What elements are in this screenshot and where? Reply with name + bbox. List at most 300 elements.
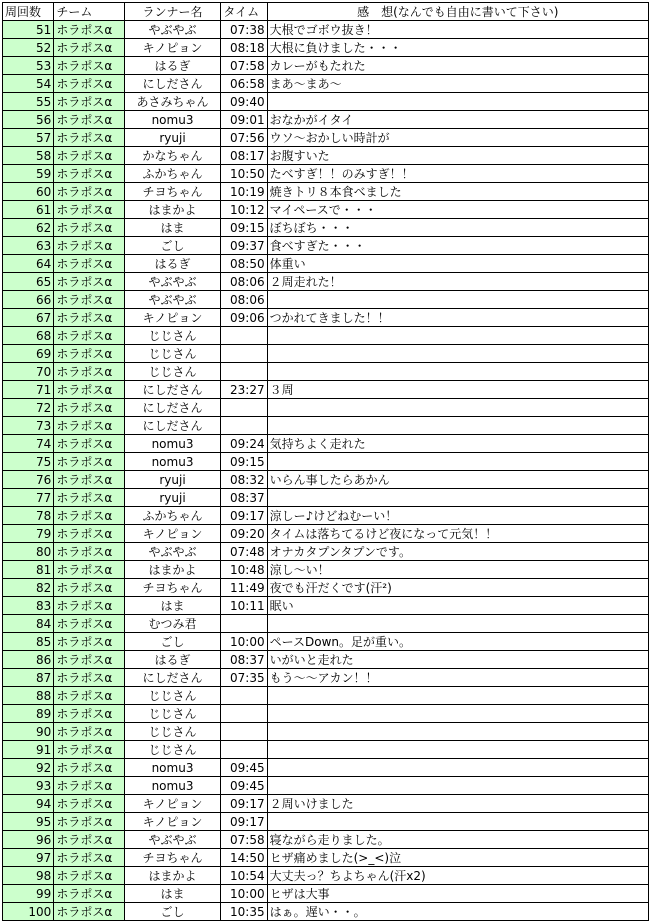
comment-cell[interactable]: いがいと走れた (267, 651, 648, 669)
time-cell[interactable]: 10:12 (221, 201, 267, 219)
lap-number-cell[interactable]: 77 (3, 489, 54, 507)
time-cell[interactable]: 10:19 (221, 183, 267, 201)
comment-cell[interactable]: ぼちぼち・・・ (267, 219, 648, 237)
time-cell[interactable]: 10:48 (221, 561, 267, 579)
table-row (3, 507, 649, 525)
team-cell[interactable]: ホラポスα (54, 381, 124, 399)
comment-cell[interactable] (267, 363, 648, 381)
comment-cell[interactable]: マイペースで・・・ (267, 201, 648, 219)
comment-cell[interactable]: ３周 (267, 381, 648, 399)
team-cell[interactable]: ホラポスα (54, 867, 124, 885)
lap-number-cell[interactable]: 55 (3, 93, 54, 111)
time-cell[interactable]: 10:11 (221, 597, 267, 615)
runner-name-cell[interactable]: やぶやぶ (124, 291, 221, 309)
runner-name-cell[interactable]: じじさん (124, 687, 221, 705)
time-cell[interactable] (221, 687, 267, 705)
comment-cell[interactable]: もう～～アカン！！ (267, 669, 648, 687)
table-row (3, 903, 649, 921)
table-row (3, 453, 649, 471)
time-cell[interactable] (221, 615, 267, 633)
time-cell[interactable]: 23:27 (221, 381, 267, 399)
lap-number-cell[interactable]: 82 (3, 579, 54, 597)
team-cell[interactable]: ホラポスα (54, 417, 124, 435)
lap-number-cell[interactable]: 85 (3, 633, 54, 651)
header-comment: 感 想(なんでも自由に書いて下さい) (267, 3, 648, 21)
team-cell[interactable]: ホラポスα (54, 507, 124, 525)
team-cell[interactable]: ホラポスα (54, 327, 124, 345)
comment-cell[interactable]: 大根に負けました・・・ (267, 39, 648, 57)
runner-name-cell[interactable]: はるぎ (124, 651, 221, 669)
time-cell[interactable] (221, 741, 267, 759)
runner-name-cell[interactable]: キノピョン (124, 309, 221, 327)
runner-name-cell[interactable]: じじさん (124, 327, 221, 345)
lap-number-cell[interactable]: 99 (3, 885, 54, 903)
table-row (3, 561, 649, 579)
team-cell[interactable]: ホラポスα (54, 255, 124, 273)
runner-name-cell[interactable]: チヨちゃん (124, 183, 221, 201)
team-cell[interactable]: ホラポスα (54, 795, 124, 813)
lap-number-cell[interactable]: 64 (3, 255, 54, 273)
lap-number-cell[interactable]: 65 (3, 273, 54, 291)
time-cell[interactable]: 08:06 (221, 291, 267, 309)
lap-number-cell[interactable]: 57 (3, 129, 54, 147)
lap-number-cell[interactable]: 93 (3, 777, 54, 795)
runner-name-cell[interactable]: にしださん (124, 75, 221, 93)
lap-number-cell[interactable]: 80 (3, 543, 54, 561)
table-row (3, 435, 649, 453)
table-row (3, 669, 649, 687)
comment-cell[interactable]: たべすぎ！！のみすぎ！！ (267, 165, 648, 183)
comment-cell[interactable]: 寝ながら走りました。 (267, 831, 648, 849)
runner-name-cell[interactable]: ふかちゃん (124, 507, 221, 525)
team-cell[interactable]: ホラポスα (54, 579, 124, 597)
lap-number-cell[interactable]: 63 (3, 237, 54, 255)
runner-name-cell[interactable]: nomu3 (124, 111, 221, 129)
comment-cell[interactable]: まあ～まあ～ (267, 75, 648, 93)
runner-name-cell[interactable]: やぶやぶ (124, 831, 221, 849)
runner-name-cell[interactable]: ごし (124, 903, 221, 921)
header-row (3, 3, 649, 21)
comment-cell[interactable]: 涼しー♪けどねむーい！ (267, 507, 648, 525)
runner-name-cell[interactable]: やぶやぶ (124, 543, 221, 561)
table-row (3, 615, 649, 633)
team-cell[interactable]: ホラポスα (54, 219, 124, 237)
runner-name-cell[interactable]: じじさん (124, 741, 221, 759)
runner-name-cell[interactable]: ryuji (124, 489, 221, 507)
team-cell[interactable]: ホラポスα (54, 849, 124, 867)
lap-number-cell[interactable]: 69 (3, 345, 54, 363)
runner-name-cell[interactable]: はるぎ (124, 57, 221, 75)
runner-name-cell[interactable]: はま (124, 597, 221, 615)
time-cell[interactable]: 09:45 (221, 759, 267, 777)
runner-name-cell[interactable]: はまかよ (124, 561, 221, 579)
team-cell[interactable]: ホラポスα (54, 777, 124, 795)
comment-cell[interactable]: カレーがもたれた (267, 57, 648, 75)
lap-number-cell[interactable]: 61 (3, 201, 54, 219)
lap-number-cell[interactable]: 53 (3, 57, 54, 75)
runner-name-cell[interactable]: キノピョン (124, 39, 221, 57)
team-cell[interactable]: ホラポスα (54, 363, 124, 381)
comment-cell[interactable] (267, 489, 648, 507)
team-cell[interactable]: ホラポスα (54, 597, 124, 615)
team-cell[interactable]: ホラポスα (54, 561, 124, 579)
comment-cell[interactable]: 気持ちよく走れた (267, 435, 648, 453)
table-row (3, 75, 649, 93)
table-row (3, 597, 649, 615)
lap-number-cell[interactable]: 59 (3, 165, 54, 183)
lap-number-cell[interactable]: 83 (3, 597, 54, 615)
time-cell[interactable]: 08:32 (221, 471, 267, 489)
team-cell[interactable]: ホラポスα (54, 57, 124, 75)
comment-cell[interactable] (267, 327, 648, 345)
time-cell[interactable] (221, 363, 267, 381)
runner-name-cell[interactable]: じじさん (124, 345, 221, 363)
time-cell[interactable] (221, 345, 267, 363)
runner-name-cell[interactable]: じじさん (124, 723, 221, 741)
comment-cell[interactable] (267, 417, 648, 435)
team-cell[interactable]: ホラポスα (54, 741, 124, 759)
comment-cell[interactable]: 食べすぎた・・・ (267, 237, 648, 255)
runner-name-cell[interactable]: にしださん (124, 399, 221, 417)
runner-name-cell[interactable]: はまかよ (124, 201, 221, 219)
time-cell[interactable]: 07:38 (221, 21, 267, 39)
header-lap-number: 周回数 (3, 3, 54, 21)
lap-number-cell[interactable]: 67 (3, 309, 54, 327)
lap-number-cell[interactable]: 51 (3, 21, 54, 39)
comment-cell[interactable]: ペースDown。足が重い。 (267, 633, 648, 651)
runner-name-cell[interactable]: キノピョン (124, 525, 221, 543)
time-cell[interactable]: 07:58 (221, 57, 267, 75)
runner-name-cell[interactable]: にしださん (124, 381, 221, 399)
comment-cell[interactable] (267, 93, 648, 111)
lap-number-cell[interactable]: 73 (3, 417, 54, 435)
team-cell[interactable]: ホラポスα (54, 633, 124, 651)
team-cell[interactable]: ホラポスα (54, 273, 124, 291)
table-row (3, 633, 649, 651)
runner-name-cell[interactable]: ごし (124, 237, 221, 255)
team-cell[interactable]: ホラポスα (54, 831, 124, 849)
lap-number-cell[interactable]: 60 (3, 183, 54, 201)
header-team: チーム (54, 3, 124, 21)
lap-number-cell[interactable]: 84 (3, 615, 54, 633)
team-cell[interactable]: ホラポスα (54, 471, 124, 489)
lap-number-cell[interactable]: 81 (3, 561, 54, 579)
lap-number-cell[interactable]: 56 (3, 111, 54, 129)
lap-number-cell[interactable]: 87 (3, 669, 54, 687)
comment-cell[interactable]: おなかがイタイ (267, 111, 648, 129)
table-row (3, 489, 649, 507)
comment-cell[interactable] (267, 759, 648, 777)
time-cell[interactable]: 09:20 (221, 525, 267, 543)
time-cell[interactable]: 07:48 (221, 543, 267, 561)
runner-name-cell[interactable]: はまかよ (124, 867, 221, 885)
comment-cell[interactable]: 大根でゴボウ抜き！ (267, 21, 648, 39)
table-row (3, 165, 649, 183)
lap-number-cell[interactable]: 96 (3, 831, 54, 849)
lap-number-cell[interactable]: 78 (3, 507, 54, 525)
lap-number-cell[interactable]: 91 (3, 741, 54, 759)
team-cell[interactable]: ホラポスα (54, 903, 124, 921)
comment-cell[interactable]: オナカタプンタプンです。 (267, 543, 648, 561)
team-cell[interactable]: ホラポスα (54, 129, 124, 147)
time-cell[interactable] (221, 327, 267, 345)
comment-cell[interactable]: 夜でも汗だくです(汗²) (267, 579, 648, 597)
time-cell[interactable]: 11:49 (221, 579, 267, 597)
team-cell[interactable]: ホラポスα (54, 93, 124, 111)
team-cell[interactable]: ホラポスα (54, 759, 124, 777)
runner-name-cell[interactable]: チヨちゃん (124, 849, 221, 867)
table-row (3, 237, 649, 255)
team-cell[interactable]: ホラポスα (54, 705, 124, 723)
runner-name-cell[interactable]: ふかちゃん (124, 165, 221, 183)
table-row (3, 399, 649, 417)
table-row (3, 471, 649, 489)
runner-name-cell[interactable]: nomu3 (124, 453, 221, 471)
runner-name-cell[interactable]: はるぎ (124, 255, 221, 273)
comment-cell[interactable]: ２周走れた！ (267, 273, 648, 291)
runner-name-cell[interactable]: nomu3 (124, 759, 221, 777)
team-cell[interactable]: ホラポスα (54, 309, 124, 327)
comment-cell[interactable] (267, 813, 648, 831)
time-cell[interactable]: 09:45 (221, 777, 267, 795)
time-cell[interactable]: 08:37 (221, 489, 267, 507)
table-row (3, 291, 649, 309)
time-cell[interactable] (221, 417, 267, 435)
comment-cell[interactable] (267, 345, 648, 363)
runner-name-cell[interactable]: むつみ君 (124, 615, 221, 633)
table-row (3, 327, 649, 345)
comment-cell[interactable] (267, 723, 648, 741)
team-cell[interactable]: ホラポスα (54, 39, 124, 57)
runner-name-cell[interactable]: ryuji (124, 471, 221, 489)
comment-cell[interactable] (267, 777, 648, 795)
lap-number-cell[interactable]: 52 (3, 39, 54, 57)
time-cell[interactable] (221, 723, 267, 741)
lap-number-cell[interactable]: 54 (3, 75, 54, 93)
table-row (3, 93, 649, 111)
comment-cell[interactable] (267, 453, 648, 471)
table-row (3, 219, 649, 237)
runner-name-cell[interactable]: あさみちゃん (124, 93, 221, 111)
time-cell[interactable]: 06:58 (221, 75, 267, 93)
runner-name-cell[interactable]: はま (124, 219, 221, 237)
time-cell[interactable]: 09:06 (221, 309, 267, 327)
comment-cell[interactable]: ヒザは大事 (267, 885, 648, 903)
time-cell[interactable]: 09:01 (221, 111, 267, 129)
runner-name-cell[interactable]: キノピョン (124, 795, 221, 813)
table-row (3, 705, 649, 723)
table-row (3, 363, 649, 381)
team-cell[interactable]: ホラポスα (54, 453, 124, 471)
lap-number-cell[interactable]: 86 (3, 651, 54, 669)
comment-cell[interactable]: 眠い (267, 597, 648, 615)
table-row (3, 525, 649, 543)
table-row (3, 795, 649, 813)
lap-number-cell[interactable]: 72 (3, 399, 54, 417)
runner-name-cell[interactable]: はま (124, 885, 221, 903)
time-cell[interactable]: 08:06 (221, 273, 267, 291)
table-row (3, 723, 649, 741)
team-cell[interactable]: ホラポスα (54, 885, 124, 903)
time-cell[interactable]: 08:17 (221, 147, 267, 165)
runner-name-cell[interactable]: かなちゃん (124, 147, 221, 165)
comment-cell[interactable]: はぁ。遅い・・。 (267, 903, 648, 921)
team-cell[interactable]: ホラポスα (54, 75, 124, 93)
runner-name-cell[interactable]: ごし (124, 633, 221, 651)
table-row (3, 273, 649, 291)
time-cell[interactable]: 09:24 (221, 435, 267, 453)
comment-cell[interactable] (267, 399, 648, 417)
table-row (3, 345, 649, 363)
runner-name-cell[interactable]: チヨちゃん (124, 579, 221, 597)
table-row (3, 201, 649, 219)
time-cell[interactable]: 14:50 (221, 849, 267, 867)
lap-number-cell[interactable]: 98 (3, 867, 54, 885)
table-row (3, 849, 649, 867)
time-cell[interactable]: 08:37 (221, 651, 267, 669)
time-cell[interactable]: 07:35 (221, 669, 267, 687)
table-row (3, 741, 649, 759)
runner-name-cell[interactable]: じじさん (124, 363, 221, 381)
team-cell[interactable]: ホラポスα (54, 237, 124, 255)
comment-cell[interactable]: いらん事したらあかん (267, 471, 648, 489)
team-cell[interactable]: ホラポスα (54, 651, 124, 669)
table-row (3, 183, 649, 201)
table-row (3, 777, 649, 795)
comment-cell[interactable]: ウソ～おかしい時計が (267, 129, 648, 147)
time-cell[interactable] (221, 705, 267, 723)
comment-cell[interactable]: 涼し～い！ (267, 561, 648, 579)
table-row (3, 417, 649, 435)
runner-name-cell[interactable]: じじさん (124, 705, 221, 723)
time-cell[interactable]: 09:15 (221, 453, 267, 471)
time-cell[interactable]: 07:58 (221, 831, 267, 849)
time-cell[interactable]: 10:50 (221, 165, 267, 183)
table-row (3, 21, 649, 39)
team-cell[interactable]: ホラポスα (54, 111, 124, 129)
comment-cell[interactable]: ２周いけました (267, 795, 648, 813)
comment-cell[interactable]: お腹すいた (267, 147, 648, 165)
comment-cell[interactable]: 体重い (267, 255, 648, 273)
team-cell[interactable]: ホラポスα (54, 687, 124, 705)
table-row (3, 147, 649, 165)
runner-name-cell[interactable]: キノピョン (124, 813, 221, 831)
time-cell[interactable]: 08:50 (221, 255, 267, 273)
runner-name-cell[interactable]: にしださん (124, 669, 221, 687)
lap-number-cell[interactable]: 90 (3, 723, 54, 741)
header-runner-name: ランナー名 (124, 3, 221, 21)
time-cell[interactable]: 09:37 (221, 237, 267, 255)
table-row (3, 255, 649, 273)
time-cell[interactable]: 08:18 (221, 39, 267, 57)
table-row (3, 543, 649, 561)
lap-number-cell[interactable]: 75 (3, 453, 54, 471)
lap-number-cell[interactable]: 66 (3, 291, 54, 309)
team-cell[interactable]: ホラポスα (54, 345, 124, 363)
team-cell[interactable]: ホラポスα (54, 165, 124, 183)
team-cell[interactable]: ホラポスα (54, 615, 124, 633)
table-row (3, 759, 649, 777)
table-row (3, 309, 649, 327)
team-cell[interactable]: ホラポスα (54, 525, 124, 543)
runner-name-cell[interactable]: やぶやぶ (124, 21, 221, 39)
comment-cell[interactable] (267, 615, 648, 633)
comment-cell[interactable]: ヒザ痛めました(>_<)泣 (267, 849, 648, 867)
lap-number-cell[interactable]: 89 (3, 705, 54, 723)
team-cell[interactable]: ホラポスα (54, 201, 124, 219)
team-cell[interactable]: ホラポスα (54, 723, 124, 741)
lap-number-cell[interactable]: 79 (3, 525, 54, 543)
table-row (3, 57, 649, 75)
comment-cell[interactable] (267, 741, 648, 759)
runner-name-cell[interactable]: やぶやぶ (124, 273, 221, 291)
team-cell[interactable]: ホラポスα (54, 399, 124, 417)
lap-number-cell[interactable]: 95 (3, 813, 54, 831)
header-time: タイム (221, 3, 267, 21)
comment-cell[interactable] (267, 687, 648, 705)
runner-name-cell[interactable]: nomu3 (124, 435, 221, 453)
lap-record-table (2, 2, 649, 921)
time-cell[interactable]: 10:54 (221, 867, 267, 885)
runner-name-cell[interactable]: ryuji (124, 129, 221, 147)
lap-number-cell[interactable]: 92 (3, 759, 54, 777)
lap-number-cell[interactable]: 88 (3, 687, 54, 705)
time-cell[interactable]: 09:15 (221, 219, 267, 237)
table-row (3, 831, 649, 849)
team-cell[interactable]: ホラポスα (54, 147, 124, 165)
comment-cell[interactable] (267, 291, 648, 309)
table-row (3, 39, 649, 57)
table-row (3, 381, 649, 399)
comment-cell[interactable]: タイムは落ちてるけど夜になって元気！！ (267, 525, 648, 543)
time-cell[interactable]: 07:56 (221, 129, 267, 147)
team-cell[interactable]: ホラポスα (54, 489, 124, 507)
team-cell[interactable]: ホラポスα (54, 183, 124, 201)
time-cell[interactable]: 09:17 (221, 813, 267, 831)
comment-cell[interactable] (267, 705, 648, 723)
lap-number-cell[interactable]: 70 (3, 363, 54, 381)
table-row (3, 111, 649, 129)
lap-number-cell[interactable]: 62 (3, 219, 54, 237)
lap-number-cell[interactable]: 76 (3, 471, 54, 489)
lap-number-cell[interactable]: 94 (3, 795, 54, 813)
team-cell[interactable]: ホラポスα (54, 435, 124, 453)
lap-number-cell[interactable]: 74 (3, 435, 54, 453)
time-cell[interactable]: 10:00 (221, 633, 267, 651)
team-cell[interactable]: ホラポスα (54, 291, 124, 309)
runner-name-cell[interactable]: にしださん (124, 417, 221, 435)
time-cell[interactable] (221, 399, 267, 417)
team-cell[interactable]: ホラポスα (54, 813, 124, 831)
lap-number-cell[interactable]: 68 (3, 327, 54, 345)
time-cell[interactable]: 09:40 (221, 93, 267, 111)
lap-number-cell[interactable]: 97 (3, 849, 54, 867)
team-cell[interactable]: ホラポスα (54, 543, 124, 561)
lap-number-cell[interactable]: 100 (3, 903, 54, 921)
comment-cell[interactable]: つかれてきました！！ (267, 309, 648, 327)
team-cell[interactable]: ホラポスα (54, 21, 124, 39)
time-cell[interactable]: 09:17 (221, 795, 267, 813)
comment-cell[interactable]: 焼きトリ８本食べました (267, 183, 648, 201)
time-cell[interactable]: 10:35 (221, 903, 267, 921)
team-cell[interactable]: ホラポスα (54, 669, 124, 687)
time-cell[interactable]: 09:17 (221, 507, 267, 525)
runner-name-cell[interactable]: nomu3 (124, 777, 221, 795)
comment-cell[interactable]: 大丈夫っ？ちよちゃん(汗x2) (267, 867, 648, 885)
lap-number-cell[interactable]: 71 (3, 381, 54, 399)
lap-number-cell[interactable]: 58 (3, 147, 54, 165)
time-cell[interactable]: 10:00 (221, 885, 267, 903)
